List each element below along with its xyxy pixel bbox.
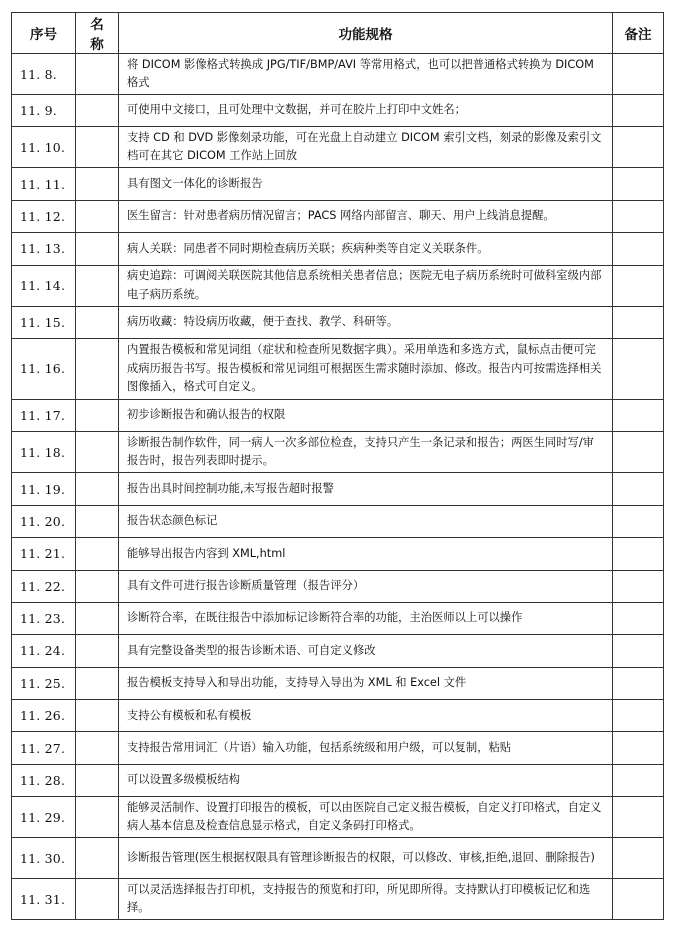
table-row: [12, 732, 664, 764]
row-spec: 内置报告模板和常见词组（症状和检查所见数据字典）。采用单选和多选方式，鼠标点击便可完成病历报告书写。报告模板和常见词组可根据医生需求随时添加、修改。报告内可按需选择相关图像插入，格式可自定义。: [119, 338, 613, 399]
row-spec: 报告模板支持导入和导出功能，支持导入导出为 XML 和 Excel 文件: [119, 667, 613, 699]
row-note: [613, 127, 664, 168]
row-note: [613, 505, 664, 537]
header-spec: 功能规格: [119, 13, 613, 54]
row-spec: 报告出具时间控制功能,未写报告超时报警: [119, 473, 613, 505]
row-number: 11. 8.: [12, 54, 76, 95]
row-name: [76, 879, 119, 920]
row-name: [76, 570, 119, 602]
row-number: 11. 23.: [12, 602, 76, 634]
row-number: 11. 17.: [12, 399, 76, 431]
row-note: [613, 667, 664, 699]
row-note: [613, 879, 664, 920]
row-note: [613, 538, 664, 570]
table-row: [12, 667, 664, 699]
row-spec: 具有图文一体化的诊断报告: [119, 168, 613, 200]
header-name: 名称: [76, 13, 119, 54]
row-name: [76, 338, 119, 399]
spec-table: [11, 12, 664, 920]
row-name: [76, 505, 119, 537]
header-no: 序号: [12, 13, 76, 54]
row-name: [76, 538, 119, 570]
row-spec: 病人关联：同患者不同时期检查病历关联；疾病种类等自定义关联条件。: [119, 233, 613, 265]
row-name: [76, 265, 119, 306]
row-note: [613, 700, 664, 732]
table-row: [12, 635, 664, 667]
row-name: [76, 667, 119, 699]
table-row: [12, 432, 664, 473]
row-note: [613, 602, 664, 634]
row-name: [76, 838, 119, 879]
row-spec: 能够灵活制作、设置打印报告的模板，可以由医院自己定义报告模板，自定义打印格式，自定义病人基本信息及检查信息显示格式，自定义条码打印格式。: [119, 797, 613, 838]
row-spec: 具有完整设备类型的报告诊断术语、可自定义修改: [119, 635, 613, 667]
row-note: [613, 732, 664, 764]
row-name: [76, 168, 119, 200]
row-spec: 可以灵活选择报告打印机，支持报告的预览和打印，所见即所得。支持默认打印模板记忆和选择。: [119, 879, 613, 920]
table-row: [12, 700, 664, 732]
row-note: [613, 764, 664, 796]
row-number: 11. 15.: [12, 306, 76, 338]
table-row: [12, 838, 664, 879]
row-name: [76, 797, 119, 838]
row-spec: 将 DICOM 影像格式转换成 JPG/TIF/BMP/AVI 等常用格式，也可以把普通格式转换为 DICOM 格式: [119, 54, 613, 95]
row-spec: 诊断报告管理(医生根据权限具有管理诊断报告的权限，可以修改、审核,拒绝,退回、删除报告): [119, 838, 613, 879]
row-spec: 初步诊断报告和确认报告的权限: [119, 399, 613, 431]
row-spec: 具有文件可进行报告诊断质量管理（报告评分）: [119, 570, 613, 602]
row-number: 11. 22.: [12, 570, 76, 602]
row-note: [613, 432, 664, 473]
row-name: [76, 127, 119, 168]
row-spec: 能够导出报告内容到 XML,html: [119, 538, 613, 570]
row-name: [76, 95, 119, 127]
table-row: [12, 797, 664, 838]
row-note: [613, 338, 664, 399]
table-row: [12, 538, 664, 570]
row-name: [76, 473, 119, 505]
row-number: 11. 13.: [12, 233, 76, 265]
row-spec: 诊断符合率，在既往报告中添加标记诊断符合率的功能，主治医师以上可以操作: [119, 602, 613, 634]
row-number: 11. 26.: [12, 700, 76, 732]
row-number: 11. 19.: [12, 473, 76, 505]
row-spec: 诊断报告制作软件，同一病人一次多部位检查，支持只产生一条记录和报告；两医生同时写/审报告时，报告列表即时提示。: [119, 432, 613, 473]
table-body: [12, 54, 664, 920]
table-row: [12, 879, 664, 920]
row-spec: 报告状态颜色标记: [119, 505, 613, 537]
row-spec: 病历收藏：特设病历收藏，便于查找、教学、科研等。: [119, 306, 613, 338]
row-number: 11. 31.: [12, 879, 76, 920]
row-spec: 可使用中文接口，且可处理中文数据，并可在胶片上打印中文姓名；: [119, 95, 613, 127]
row-spec: 支持公有模板和私有模板: [119, 700, 613, 732]
row-spec: 医生留言：针对患者病历情况留言；PACS 网络内部留言、聊天、用户上线消息提醒。: [119, 200, 613, 232]
row-note: [613, 95, 664, 127]
row-number: 11. 12.: [12, 200, 76, 232]
row-name: [76, 399, 119, 431]
row-number: 11. 24.: [12, 635, 76, 667]
row-note: [613, 168, 664, 200]
row-number: 11. 25.: [12, 667, 76, 699]
table-row: [12, 338, 664, 399]
row-name: [76, 764, 119, 796]
row-note: [613, 838, 664, 879]
row-note: [613, 399, 664, 431]
table-row: [12, 602, 664, 634]
row-note: [613, 635, 664, 667]
row-note: [613, 200, 664, 232]
row-number: 11. 16.: [12, 338, 76, 399]
row-note: [613, 54, 664, 95]
row-name: [76, 700, 119, 732]
row-spec: 病史追踪：可调阅关联医院其他信息系统相关患者信息；医院无电子病历系统时可做科室级内部电子病历系统。: [119, 265, 613, 306]
table-row: [12, 764, 664, 796]
header-row: [12, 13, 664, 54]
row-number: 11. 30.: [12, 838, 76, 879]
row-name: [76, 233, 119, 265]
table-row: [12, 233, 664, 265]
row-number: 11. 11.: [12, 168, 76, 200]
table-row: [12, 473, 664, 505]
table-row: [12, 168, 664, 200]
row-note: [613, 473, 664, 505]
table-row: [12, 200, 664, 232]
row-name: [76, 732, 119, 764]
row-note: [613, 265, 664, 306]
row-note: [613, 570, 664, 602]
table-row: [12, 95, 664, 127]
row-number: 11. 18.: [12, 432, 76, 473]
row-number: 11. 21.: [12, 538, 76, 570]
row-name: [76, 54, 119, 95]
row-name: [76, 306, 119, 338]
row-spec: 支持报告常用词汇（片语）输入功能，包括系统级和用户级，可以复制，粘贴: [119, 732, 613, 764]
row-note: [613, 797, 664, 838]
row-spec: 支持 CD 和 DVD 影像刻录功能，可在光盘上自动建立 DICOM 索引文档，刻录的影像及索引文档可在其它 DICOM 工作站上回放: [119, 127, 613, 168]
row-number: 11. 14.: [12, 265, 76, 306]
row-name: [76, 602, 119, 634]
row-spec: 可以设置多级模板结构: [119, 764, 613, 796]
row-note: [613, 233, 664, 265]
row-name: [76, 635, 119, 667]
row-name: [76, 432, 119, 473]
row-number: 11. 9.: [12, 95, 76, 127]
table-row: [12, 306, 664, 338]
table-row: [12, 505, 664, 537]
table-row: [12, 265, 664, 306]
row-number: 11. 28.: [12, 764, 76, 796]
table-row: [12, 127, 664, 168]
row-number: 11. 20.: [12, 505, 76, 537]
row-number: 11. 10.: [12, 127, 76, 168]
row-number: 11. 29.: [12, 797, 76, 838]
header-note: 备注: [613, 13, 664, 54]
table-row: [12, 399, 664, 431]
row-note: [613, 306, 664, 338]
table-row: [12, 54, 664, 95]
table-row: [12, 570, 664, 602]
row-name: [76, 200, 119, 232]
row-number: 11. 27.: [12, 732, 76, 764]
